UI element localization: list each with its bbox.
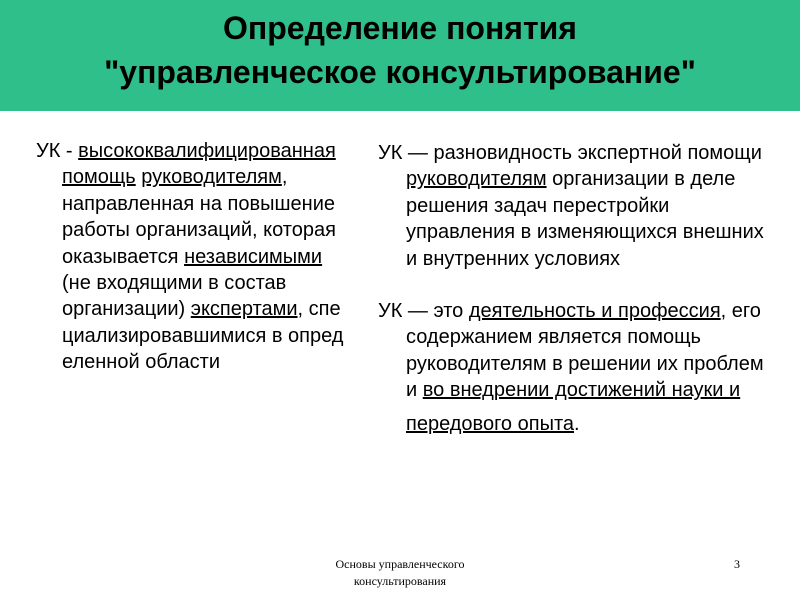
- left-link-experts: экспертами: [190, 298, 298, 321]
- right-p2-text-4: .: [574, 412, 580, 435]
- right-p2-text-2: , его содержанием является помощь руководителям в решении их проблем и: [406, 300, 764, 402]
- slide-title: [0, 6, 800, 94]
- left-definition: [36, 138, 346, 376]
- left-link-independent: независимыми: [184, 245, 323, 268]
- right-p1-text-1: УК — разновидность экспертной помощи: [378, 142, 762, 164]
- left-text-3: , направленная на повышение работы организаций, которая оказывается: [62, 166, 336, 268]
- left-definition-text: [36, 138, 346, 376]
- footer-line-2: консультирования: [353, 574, 447, 588]
- right-p2-link-best-practice: передового опыта: [406, 412, 574, 435]
- footer-line-1: Основы управленческого: [335, 557, 465, 571]
- left-text-5: , специализировавшимися в определенной области: [62, 298, 344, 374]
- slide-title-line-2: "управленческое консультирование": [104, 54, 696, 90]
- left-link-managers: руководителям: [141, 166, 282, 189]
- right-definitions: [378, 140, 770, 444]
- page-number: 3: [734, 557, 740, 571]
- right-definition-2: [378, 298, 770, 444]
- left-text-4: (не входящими в состав организации): [62, 272, 287, 321]
- right-p1-text-2: организации в деле решения задач перестройки управления в изменяющихся внешних и внутренних условиях: [406, 168, 764, 270]
- footer-course-title: [300, 556, 500, 590]
- left-text-1: УК -: [36, 140, 79, 162]
- right-p1-link-managers: руководителям: [406, 168, 547, 191]
- right-p2-text-1: УК — это: [378, 300, 469, 323]
- right-definition-1: [378, 140, 770, 272]
- right-p2-link-activity-profession: деятельность и профессия: [468, 300, 721, 323]
- right-p2-link-implementation: во внедрении достижений науки и: [422, 379, 741, 402]
- slide-title-line-1: Определение понятия: [223, 10, 577, 46]
- left-link-highly-qualified: высококвалифицированная помощь: [62, 140, 336, 189]
